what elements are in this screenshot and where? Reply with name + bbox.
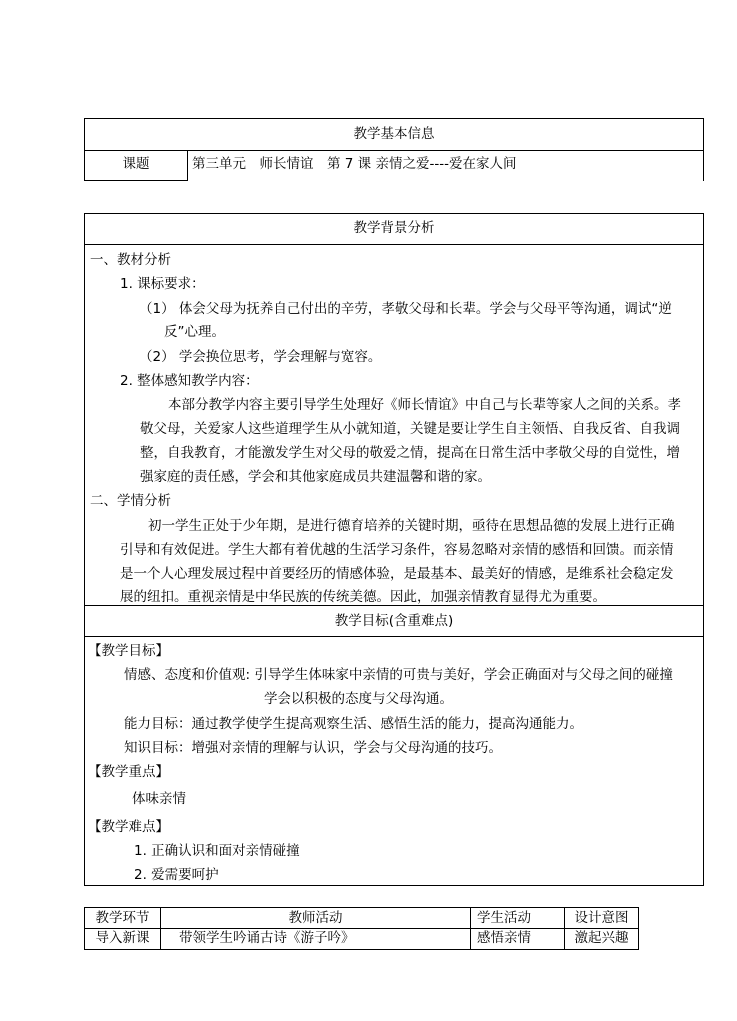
background-title: 教学背景分析 (353, 220, 435, 236)
process-header-intent-cell (564, 907, 639, 929)
difficult-point-1: 1. 正确认识和面对亲情碰撞 (134, 843, 300, 859)
basic-info-title: 教学基本信息 (353, 126, 435, 142)
student-paragraph-line4: 展的纽扣。重视亲情是中华民族的传统美德。因此，加强亲情教育显得尤为重要。 (120, 589, 606, 605)
difficult-point-heading: 【教学难点】 (88, 819, 169, 835)
requirement-2: （2） 学会换位思考，学会理解与宽容。 (139, 349, 382, 365)
process-row1-student-cell (470, 928, 564, 950)
curriculum-requirement-item: 1. 课标要求： (120, 276, 205, 292)
header-student-activity: 学生活动 (477, 910, 531, 926)
content-paragraph-line4: 强家庭的责任感，学会和其他家庭成员共建温馨和谐的家。 (140, 469, 491, 485)
key-point: 体味亲情 (132, 791, 186, 807)
process-header-phase-cell (84, 907, 160, 929)
goal-knowledge: 知识目标：增强对亲情的理解与认识，学会与父母沟通的技巧。 (124, 740, 502, 756)
goal-heading: 【教学目标】 (88, 643, 169, 659)
row1-teacher-activity: 带领学生吟诵古诗《游子吟》 (179, 930, 355, 946)
goal-emotion-line2: 学会以积极的态度与父母沟通。 (264, 691, 453, 707)
background-title-cell (84, 213, 704, 245)
topic-value: 第三单元 师长情谊 第 7 课 亲情之爱----爱在家人间 (192, 156, 517, 172)
topic-label: 课题 (122, 156, 150, 172)
header-teacher-activity: 教师活动 (288, 910, 343, 926)
student-paragraph-line3: 是一个人心理发展过程中首要经历的情感体验，是最基本、最美好的情感，是维系社会稳定发 (120, 566, 674, 582)
header-design-intent: 设计意图 (574, 910, 629, 926)
content-paragraph-line3: 整，自我教育，才能激发学生对父母的敬爱之情，提高在日常生活中孝敬父母的自觉性，增 (140, 445, 680, 461)
objectives-title: 教学目标(含重难点) (334, 613, 454, 629)
objectives-title-cell (84, 605, 704, 637)
material-analysis-heading: 一、教材分析 (90, 252, 171, 268)
process-row1-phase-cell (84, 928, 160, 950)
basic-info-title-cell (84, 118, 704, 151)
process-row1-teacher-cell (160, 928, 470, 950)
topic-value-cell (188, 150, 704, 181)
row1-design-intent: 激起兴趣 (574, 930, 629, 946)
difficult-point-2: 2. 爱需要呵护 (134, 867, 219, 883)
header-phase: 教学环节 (95, 910, 150, 926)
student-paragraph-line1: 初一学生正处于少年期，是进行德育培养的关键时期，亟待在思想品德的发展上进行正确 (148, 518, 675, 534)
row1-phase: 导入新课 (95, 930, 150, 946)
student-paragraph-line2: 引导和有效促进。学生大都有着优越的生活学习条件，容易忽略对亲情的感悟和回馈。而亲情 (120, 542, 674, 558)
requirement-1-line1: （1） 体会父母为抚养自己付出的辛劳，孝敬父母和长辈。学会与父母平等沟通，调试“逆 (139, 301, 672, 317)
goal-emotion-line1: 情感、态度和价值观: 引导学生体味家中亲情的可贵与美好，学会正确面对与父母之间的碰撞 (124, 667, 673, 683)
content-overview-item: 2. 整体感知教学内容： (120, 373, 259, 389)
topic-label-cell (84, 150, 188, 181)
content-paragraph-line2: 敬父母，关爱家人这些道理学生从小就知道，关键是要让学生自主领悟、自我反省、自我调 (140, 421, 680, 437)
process-header-student-cell (470, 907, 564, 929)
process-row1-intent-cell (564, 928, 639, 950)
key-point-heading: 【教学重点】 (88, 764, 169, 780)
requirement-1-line2: 反”心理。 (164, 324, 225, 340)
row1-student-activity: 感悟亲情 (477, 930, 531, 946)
student-analysis-heading: 二、学情分析 (90, 493, 171, 509)
process-header-teacher-cell (160, 907, 470, 929)
content-paragraph-line1: 本部分教学内容主要引导学生处理好《师长情谊》中自己与长辈等家人之间的关系。孝 (168, 397, 681, 413)
goal-ability: 能力目标：通过教学使学生提高观察生活、感悟生活的能力，提高沟通能力。 (124, 716, 583, 732)
